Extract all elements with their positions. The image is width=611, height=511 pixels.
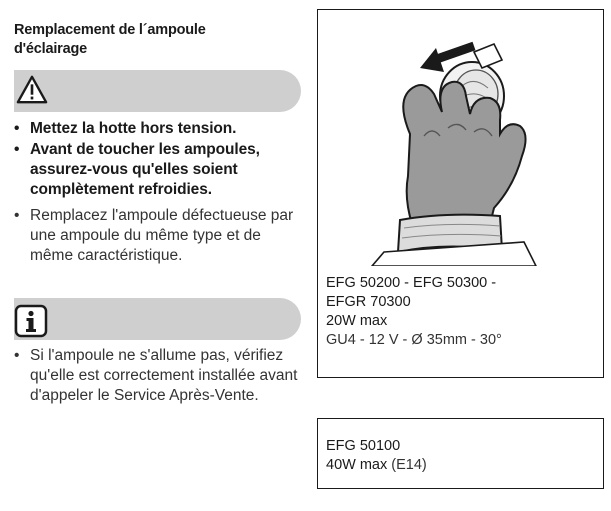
- list-item: [14, 140, 304, 200]
- warning-bullets: [14, 119, 304, 200]
- section-heading: [14, 21, 294, 59]
- info-icon: [14, 304, 48, 338]
- power-line: [326, 456, 596, 475]
- info-bullets: [14, 346, 304, 406]
- warning-text-2: Avant de toucher les ampoules, assurez-vous qu'elles soient complètement refroidies.: [30, 141, 260, 198]
- bullet: •: [14, 120, 20, 137]
- heading-line-2: d'éclairage: [14, 41, 87, 57]
- heading-line-1: Remplacement de l´ampoule: [14, 22, 206, 38]
- list-item: [14, 206, 304, 266]
- list-item: [14, 346, 304, 406]
- power-rating: 40W max: [326, 457, 388, 473]
- model-line: EFG 50100: [326, 438, 401, 454]
- bullet: •: [14, 141, 20, 158]
- info-text-1: Si l'ampoule ne s'allume pas, vérifiez qu'elle est correctement installée avant d'appeler le Service Après-Vente.: [30, 347, 298, 404]
- illustration-frame: [317, 9, 604, 378]
- bullet: •: [14, 207, 20, 224]
- info-band: [14, 298, 301, 340]
- warning-text-1: Mettez la hotte hors tension.: [30, 120, 237, 137]
- bullet: •: [14, 347, 20, 364]
- hand-bulb-illustration: [324, 16, 594, 266]
- bulb-details: GU4 - 12 V - Ø 35mm - 30°: [326, 332, 502, 348]
- bulb-spec-small: [326, 437, 596, 475]
- instruction-bullets: [14, 206, 304, 266]
- warning-triangle-icon: [14, 74, 50, 106]
- models-line-1: EFG 50200 - EFG 50300 -: [326, 275, 497, 291]
- models-line-2: EFGR 70300: [326, 294, 411, 310]
- warning-band: [14, 70, 301, 112]
- list-item: [14, 119, 304, 139]
- spec-frame-small: [317, 418, 604, 489]
- bulb-spec-main: [326, 274, 596, 350]
- power-rating: 20W max: [326, 313, 388, 329]
- instruction-text-1: Remplacez l'ampoule défectueuse par une ampoule du même type et de même caractéristique.: [30, 207, 294, 264]
- socket-type: (E14): [391, 457, 427, 473]
